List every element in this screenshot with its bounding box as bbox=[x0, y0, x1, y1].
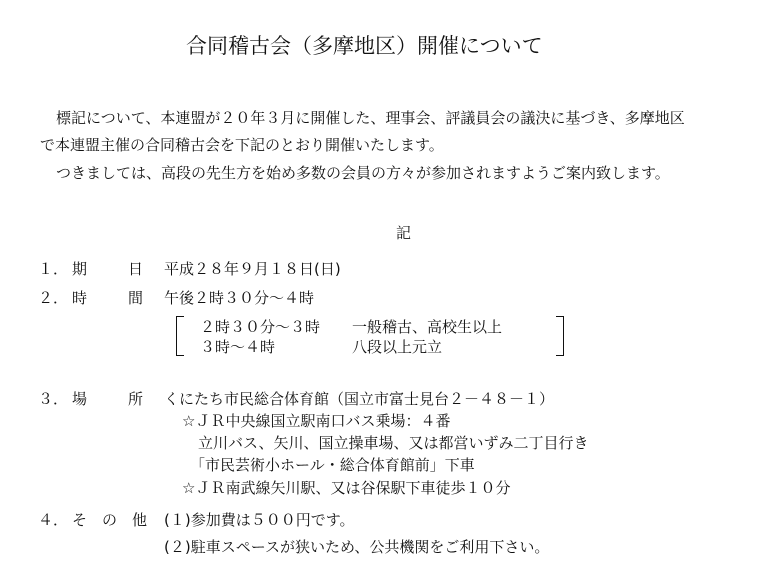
item-time-label-2: 間 bbox=[128, 289, 144, 307]
schedule-time-2: ３時～４時 bbox=[200, 338, 276, 356]
item-date-label-1: 期 bbox=[72, 260, 88, 278]
access-line-2: 立川バス、矢川、国立操車場、又は都営いずみ二丁目行き bbox=[198, 434, 589, 452]
item-place-value: くにたち市民総合体育館（国立市富士見台２－４８－１） bbox=[164, 390, 555, 408]
other-note-1: (１)参加費は５００円です。 bbox=[164, 511, 355, 529]
item-place-number: ３． bbox=[38, 390, 69, 408]
item-time-number: ２． bbox=[38, 289, 69, 307]
item-date-value: 平成２８年９月１８日(日) bbox=[164, 260, 341, 278]
item-other-number: ４． bbox=[38, 511, 69, 529]
schedule-desc-2: 八段以上元立 bbox=[352, 338, 443, 356]
other-note-2: (２)駐車スペースが狭いため、公共機関をご利用下さい。 bbox=[164, 538, 550, 556]
item-time-label-1: 時 bbox=[72, 289, 88, 307]
schedule-desc-1: 一般稽古、高校生以上 bbox=[352, 318, 503, 336]
item-time-value: 午後２時３０分～４時 bbox=[164, 289, 315, 307]
schedule-bracket-right bbox=[556, 316, 564, 356]
schedule-time-1: ２時３０分～３時 bbox=[200, 318, 321, 336]
intro-line-3: つきましては、高段の先生方を始め多数の会員の方々が参加されますようご案内致します。 bbox=[56, 164, 670, 182]
intro-line-1: 標記について、本連盟が２０年３月に開催した、理事会、評議員会の議決に基づき、多摩地区 bbox=[56, 109, 685, 127]
item-date-label-2: 日 bbox=[128, 260, 144, 278]
access-line-4: ☆ＪＲ南武線矢川駅、又は谷保駅下車徒歩１０分 bbox=[182, 479, 511, 497]
schedule-bracket-left bbox=[176, 316, 184, 356]
item-other-label: そ の 他 bbox=[72, 511, 148, 529]
intro-line-2: で本連盟主催の合同稽古会を下記のとおり開催いたします。 bbox=[40, 136, 444, 154]
item-place-label-1: 場 bbox=[72, 390, 88, 408]
document-title: 合同稽古会（多摩地区）開催について bbox=[186, 34, 543, 58]
access-line-1: ☆ＪＲ中央線国立駅南口バス乗場：４番 bbox=[182, 412, 451, 430]
item-date-number: １． bbox=[38, 260, 69, 278]
access-line-3: 「市民芸術小ホール・総合体育館前」下車 bbox=[190, 456, 475, 474]
ki-heading: 記 bbox=[396, 224, 412, 242]
item-place-label-2: 所 bbox=[128, 390, 144, 408]
